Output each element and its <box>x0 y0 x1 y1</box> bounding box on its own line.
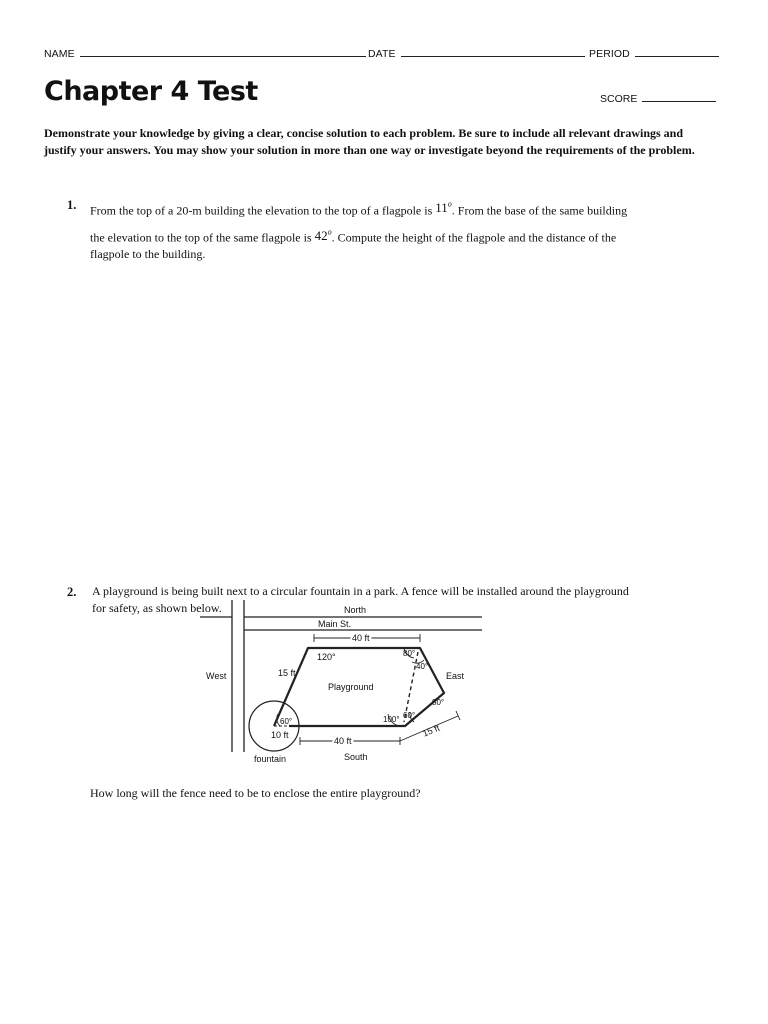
angle-60-bottom: 60° <box>403 711 416 720</box>
angle-80-top: 80° <box>403 649 416 658</box>
question-2-line-1: A playground is being built next to a circular fountain in a park. A fence will be installed around the playground <box>92 584 629 598</box>
question-1-number: 1. <box>67 198 77 212</box>
length-top: 40 ft <box>352 633 370 643</box>
instructions: Demonstrate your knowledge by giving a clear, concise solution to each problem. Be sure to include all relevant drawings and justify your answers. You may show your solution in more than one way or investigate beyond the requirements of the problem. <box>44 126 695 157</box>
name-blank[interactable] <box>80 47 366 57</box>
score-blank[interactable] <box>642 92 716 102</box>
period-field[interactable] <box>589 47 719 60</box>
label-playground: Playground <box>328 682 374 692</box>
question-1 <box>90 195 730 264</box>
label-west: West <box>206 671 227 681</box>
question-1-line-3: flagpole to the building. <box>90 246 206 261</box>
label-main-st: Main St. <box>318 619 352 629</box>
score-label: SCORE <box>600 93 638 105</box>
date-blank[interactable] <box>401 47 585 57</box>
angle-80-right: 80° <box>432 698 445 707</box>
angle-120: 120° <box>317 652 336 662</box>
label-east: East <box>446 671 465 681</box>
label-south: South <box>344 752 368 762</box>
question-2-prompt: How long will the fence need to be to enclose the entire playground? <box>90 786 421 800</box>
date-label: DATE <box>368 48 396 60</box>
length-left: 15 ft <box>278 668 296 678</box>
fountain-radius-label: 10 ft <box>271 730 289 740</box>
period-label: PERIOD <box>589 48 630 60</box>
question-2-line-2: for safety, as shown below. <box>92 601 222 615</box>
length-bottom: 40 ft <box>334 736 352 746</box>
label-north: North <box>344 605 367 615</box>
angle-40: 40° <box>416 662 429 671</box>
angle-1-value: 11$^o$ <box>435 200 452 216</box>
length-right: 15 ft <box>421 722 442 739</box>
name-label: NAME <box>44 48 75 60</box>
score-field[interactable] <box>600 92 716 105</box>
name-field[interactable] <box>44 47 366 60</box>
angle-60-fountain: 60° <box>280 717 293 726</box>
period-blank[interactable] <box>635 47 719 57</box>
angle-2-value: 42$^o$ <box>314 227 332 243</box>
label-fountain: fountain <box>254 754 287 764</box>
angle-100: 100° <box>383 715 400 724</box>
date-field[interactable] <box>368 47 585 60</box>
question-2-number: 2. <box>67 585 77 599</box>
question-1-line-2: the elevation to the top of the same flagpole is 42$^o$. Compute the height of the flagpole and the distance of the <box>90 227 617 245</box>
question-1-line-1: From the top of a 20-m building the elevation to the top of a flagpole is 11$^o$. From the base of the same building <box>90 200 628 218</box>
page-title: Chapter 4 Test <box>44 76 258 107</box>
playground-diagram <box>200 600 490 770</box>
